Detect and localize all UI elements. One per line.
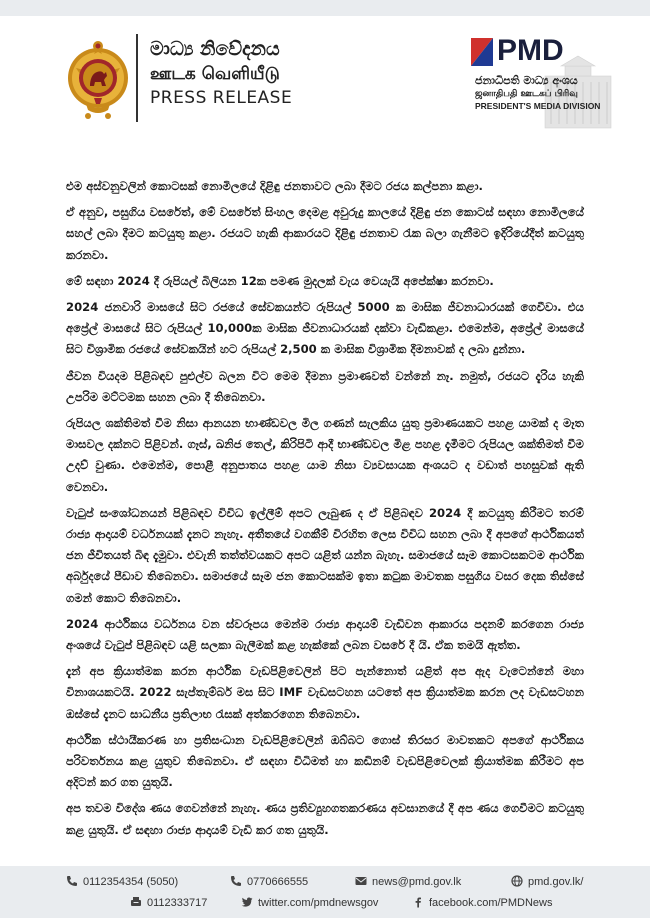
press-release-body — [66, 176, 584, 846]
body-paragraph-6: රුපියල ශක්තිමත් වීම නිසා ආනයන භාණ්ඩවල මිල ගණන් සැලකිය යුතු ප්‍රමාණයකට පහළ යාමක් ද මෑත මාසවල දක්නට පිළිවන්. ගෑස්, ඛනිජ තෙල්, කිරිපිටි ආදී භාණ්ඩවල මිළ පහළ දැමීමට රුපියල ශක්තිමත් වීම උදව් වුණා. එමෙන්ම, පොළී අනුපාතය පහළ යාම නිසා ව්‍යවසායක අංශයට ද වඩාත් පහසුවක් ඇති වෙනවා. — [66, 416, 584, 494]
footer-email-text: news@pmd.gov.lk — [372, 876, 462, 888]
body-paragraph-8: 2024 ආර්ථිකය වර්ධනය වන ස්වරූපය මෙන්ම රාජ්‍ය ආදායම් වැඩිවන ආකාරය පදනම් කරගෙන රාජ්‍ය අංශයේ වැටුප් පිළිබඳව යළි සලකා බැලීමක් කළ හැක්කේ ලබන වසරේ දී යි. ඒක තමයි ඇත්ත. — [66, 616, 584, 653]
body-paragraph-1: එම අස්වනුවලින් කොටසක් නොමිලයේ දිළිඳු ජනතාවට ලබා දීමට රජය කල්පනා කළා. — [66, 179, 483, 193]
top-strip — [0, 0, 650, 16]
twitter-icon — [241, 896, 253, 908]
footer-mobile-text: 0770666555 — [247, 876, 309, 888]
footer-phone-text: 0112354354 (5050) — [83, 876, 179, 888]
email-icon — [355, 875, 367, 887]
phone-icon — [230, 875, 242, 887]
press-release-masthead — [150, 36, 350, 110]
footer-twitter-text: twitter.com/pmdnewsgov — [258, 897, 379, 909]
body-paragraph-10: ආර්ථික ස්ථායීකරණ හා ප්‍රතිසංධාන වැඩපිළිවෙලින් ඔබ්බට ගොස් තිරසර මාවතකට අපගේ ආර්ථිකය පරිවර්තනය කළ යුතුව තිබෙනවා. ඒ සඳහා විධිමත් හා කඩිනම් වැඩපිළිවෙලක් ක්‍රියාත්මක කිරීමට අප අදිටන් කර ගත යුතුයි. — [66, 732, 584, 790]
body-paragraph-11: අප තවම විදේශ ණය ගෙවන්නේ නැහැ. ණය ප්‍රතිව්‍යුහගතකරණය අවසානයේ දී අප ණය ගෙවීමට කටයුතු කළ යුතුයි. ඒ සඳහා රාජ්‍ය ආදායම් වැඩි කර ගත යුතුයි. — [66, 801, 584, 837]
body-paragraph-4: 2024 ජනවාරි මාසයේ සිට රජයේ සේවකයන්ට රුපියල් 5000 ක මාසික ජීවනාධාරයක් ගෙවීවා. එය අප්‍රේල් මාසයේ සිට රුපියල් 10,000ක මාසික ජීවනාධාරයක් දක්වා වැඩිකළා. එමෙන්ම, අප්‍රේල් මාසයේ සිට විශ්‍රාමික රජයේ සේවකයින් හට රුපියල් 2,500 ක මාසික විශ්‍රාමික දීමනාවක් ද ලබා දුන්නා. — [66, 300, 584, 357]
national-emblem-icon — [66, 38, 130, 122]
phone-icon — [66, 875, 78, 887]
org-name-english: PRESIDENT'S MEDIA DIVISION — [475, 101, 601, 111]
title-sinhala: මාධ්‍ය නිවේදනය — [150, 38, 280, 60]
header-divider — [136, 34, 138, 122]
body-paragraph-2: ඒ අනුව, පසුගිය වසරේත්, මේ වසරේත් සිංහල දෙමළ අවුරුදු කාලයේ දිළිඳු ජන කොටස් සඳහා නොමිලයේ සහල් ලබා දීමට කටයුතු කළා. රජයට හැකි ආකාරයට දිළිඳු ජනතාව රැක බලා ගැනීමට ඉදිරියේදීත් කටයුතු කරනවා. — [66, 205, 584, 262]
footer-mobile[interactable] — [230, 875, 308, 889]
pmd-logo-mark-icon — [471, 38, 493, 66]
footer-email[interactable] — [355, 875, 461, 889]
footer-phone[interactable] — [66, 875, 178, 889]
title-tamil: ஊடக வெளியீடு — [150, 64, 280, 84]
footer-website[interactable] — [511, 875, 583, 889]
globe-icon — [511, 875, 523, 887]
facebook-icon — [412, 896, 424, 908]
pmd-logo-block — [465, 32, 615, 132]
body-paragraph-3: මේ සඳහා 2024 දී රුපියල් බිලියන 12ක පමණ මුදලක් වැය වෙයැයි අපේක්ෂා කරනවා. — [66, 273, 494, 288]
title-english: PRESS RELEASE — [150, 88, 293, 108]
body-paragraph-5: ජීවන වියදම පිළිබඳව පුළුල්ව බලන විට මෙම දීමනා ප්‍රමාණවත් වන්නේ නෑ. නමුත්, රජයට දැරිය හැකි උපරිම මට්ටමක සහන ලබා දී තිබෙනවා. — [66, 368, 584, 404]
footer-facebook[interactable] — [412, 896, 553, 910]
pmd-logo-text: PMD — [497, 34, 564, 67]
body-paragraph-9: දැන් අප ක්‍රියාත්මක කරන ආර්ථික වැඩපිළිවෙලින් පිට පැන්නොත් යළිත් අප ඇද වැටෙන්නේ මහා විනාශයකටයි. 2022 සැප්තැම්බර් මස සිට IMF වැඩසටහන යටතේ අප ක්‍රියාත්මක කරන ලද වැඩසටහන ඔස්සේ දැනට සාධනීය ප්‍රතිලාභ රැසක් අත්කරගෙන තිබෙනවා. — [66, 664, 584, 721]
footer-twitter[interactable] — [241, 896, 378, 910]
footer-fax-text: 0112333717 — [147, 897, 208, 909]
footer-fax[interactable] — [130, 896, 207, 910]
letterhead — [0, 16, 650, 128]
fax-icon — [130, 896, 142, 908]
contact-footer — [0, 866, 650, 918]
footer-website-text: pmd.gov.lk/ — [528, 876, 584, 888]
body-paragraph-7: වැටුප් සංශෝධනයන් පිළිබඳව විවිධ ඉල්ලීම් අපට ලැබුණ ද ඒ පිළිබඳව 2024 දී කටයුතු කිරීමට තරම් රාජ්‍ය ආදායම් වර්ධනයක් දැනට නැහැ. අතීතයේ වගකීම් විරහිත ලෙස විවිධ සහන ලබා දී අපගේ ආර්ථිකයත් ජන ජීවිතයත් බිඳ දැමුවා. එවැනි තත්ත්වයකට අපට යළිත් යන්න බැහැ. සමාජයේ සෑම කොටසකටම ආර්ථික අර්බුදයේ පීඩාව තිබෙනවා. සමාජයේ සෑම ජන කොටසක්ම ඉතා කටුක මාවතක පසුගිය වසර දෙක තිස්සේ ගමන් කොට තිබෙනවා. — [66, 505, 584, 605]
org-name-tamil: ஜனாதிபதி ஊடகப் பிரிவு — [475, 89, 578, 99]
org-name-sinhala: ජනාධිපති මාධ්‍ය අංශය — [475, 74, 578, 87]
footer-facebook-text: facebook.com/PMDNews — [429, 897, 553, 909]
